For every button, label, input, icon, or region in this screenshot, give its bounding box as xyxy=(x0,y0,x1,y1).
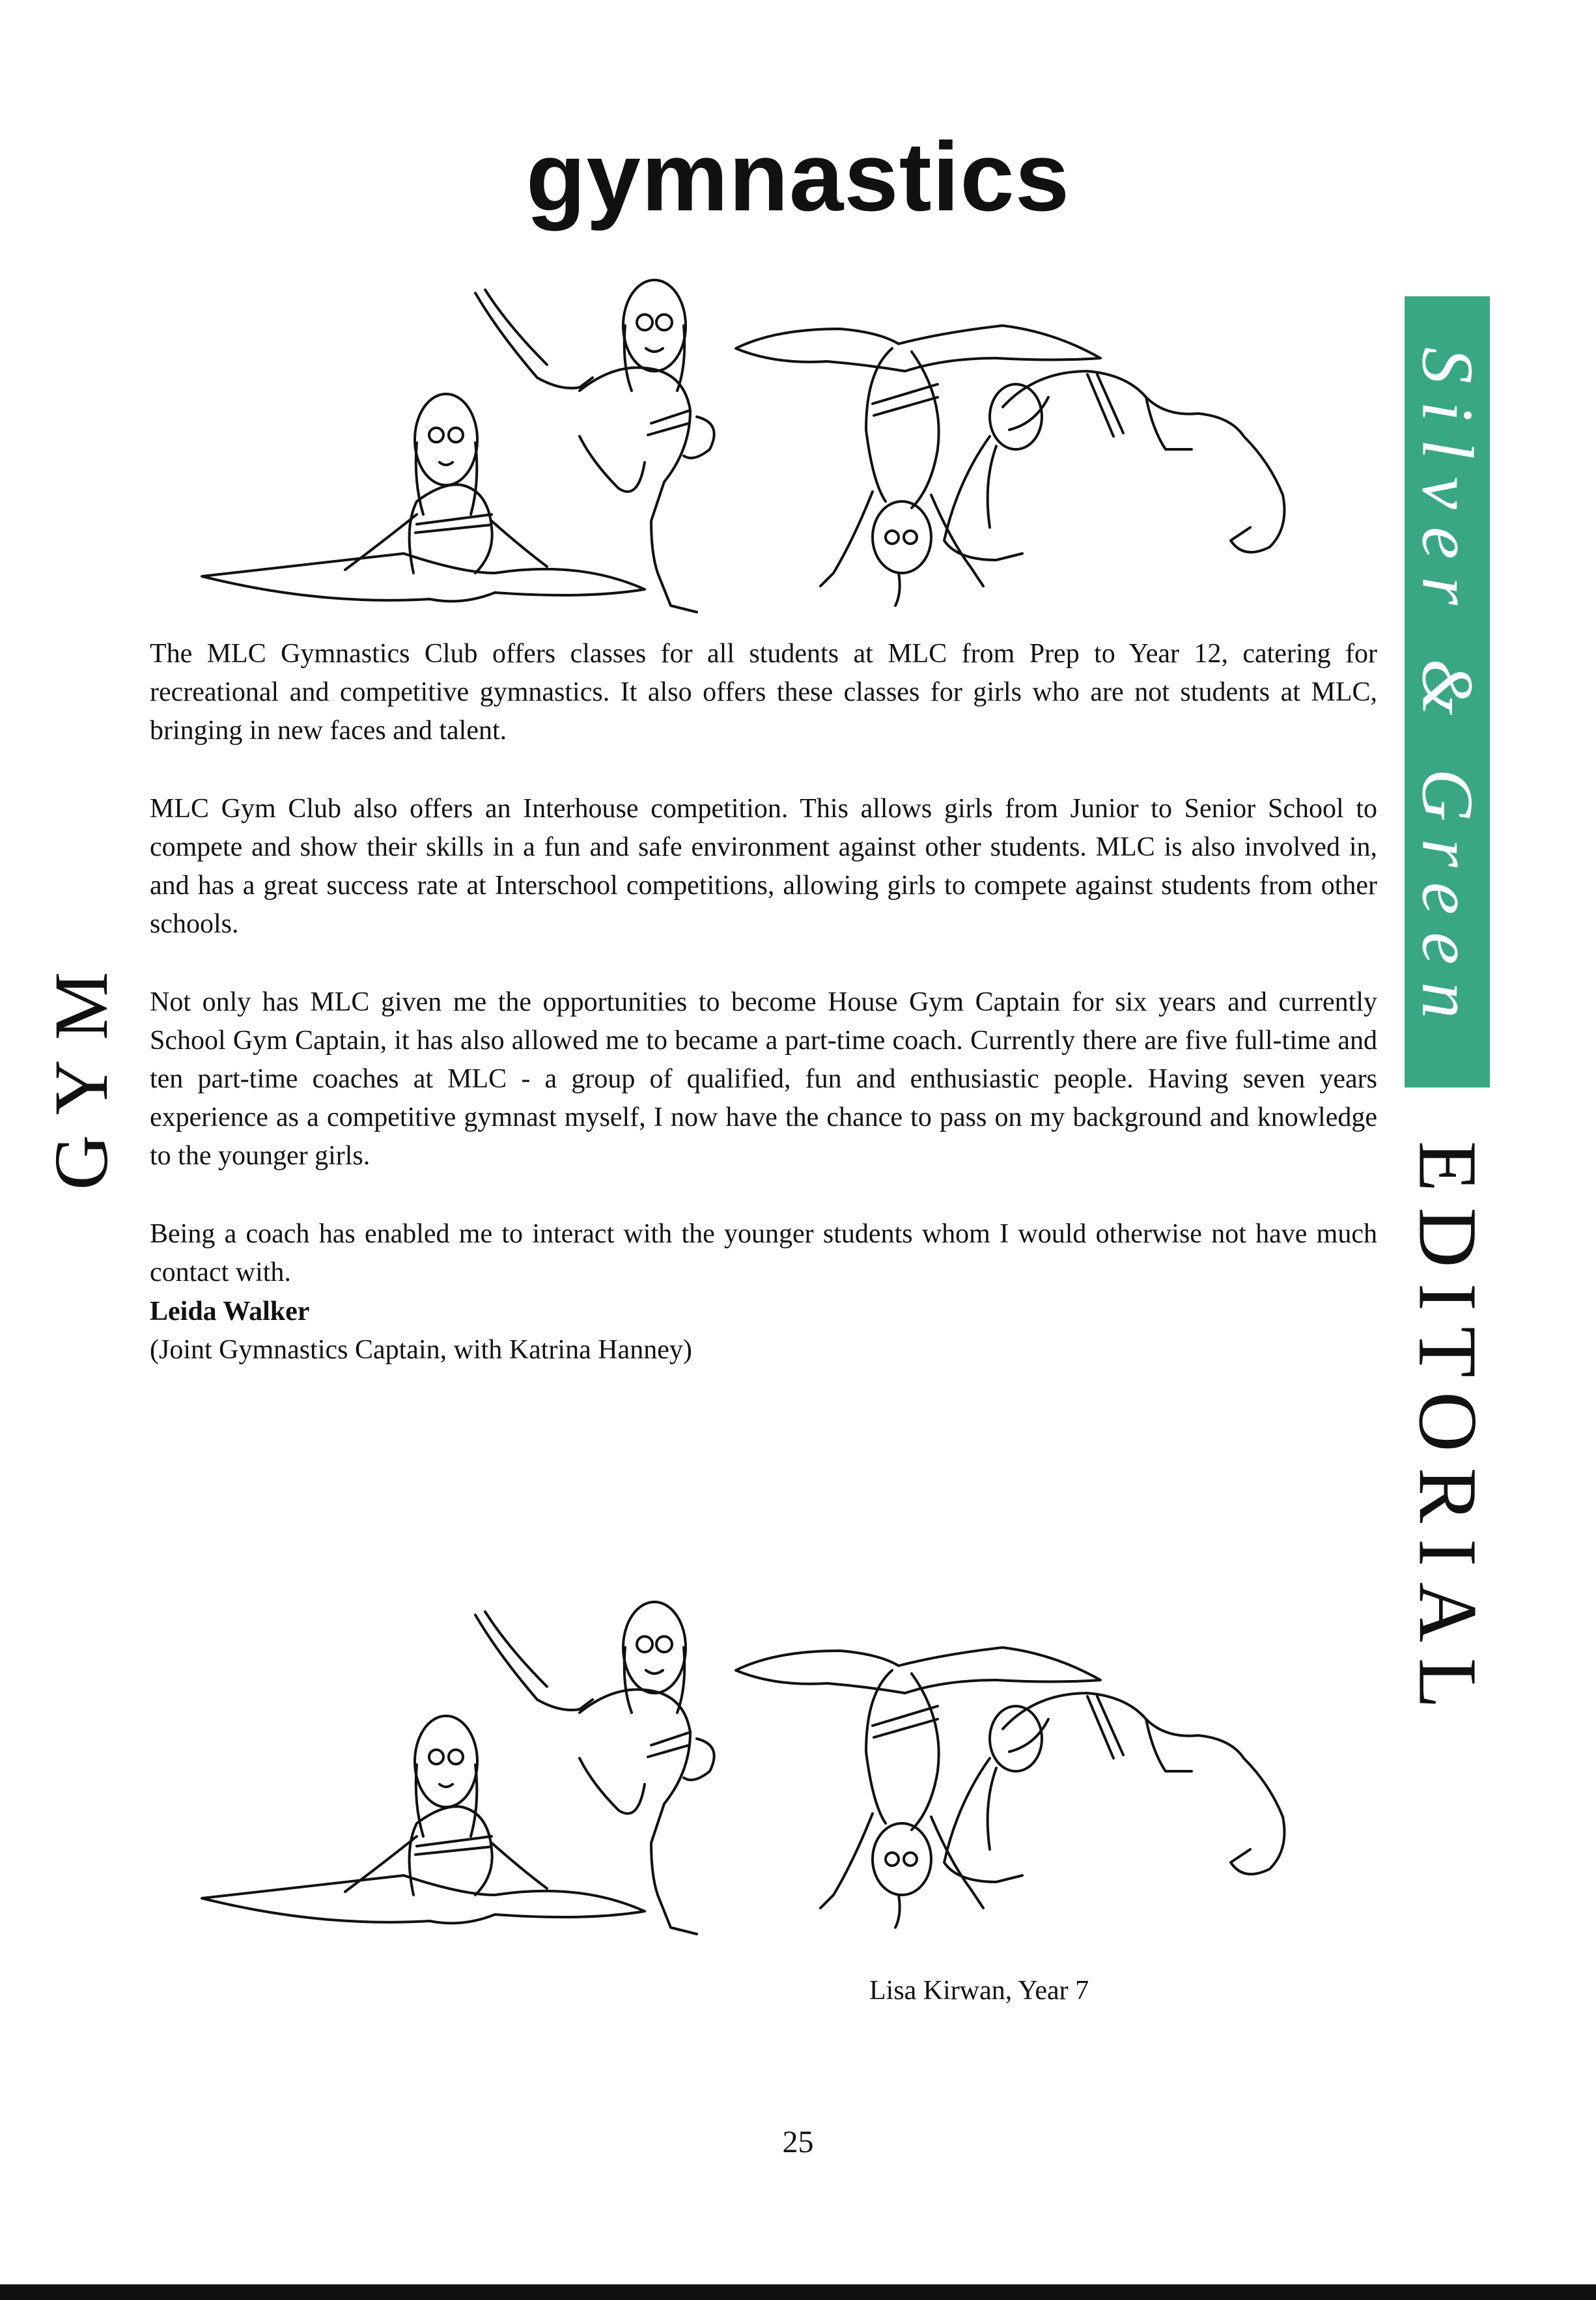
gym-section-label: GYM xyxy=(38,952,124,1190)
gymnast-splits-figure xyxy=(202,394,645,601)
gymnast-bridge-figure xyxy=(944,371,1285,560)
page-title: gymnastics xyxy=(525,122,1071,231)
paragraph-4: Being a coach has enabled me to interact with the younger students whom I would otherwise not have much contact with. xyxy=(150,1219,1377,1287)
paragraph-3: Not only has MLC given me the opportunities to become House Gym Captain for six years and currently School Gym Captain, it has also allowed me to became a part-time coach. Currently there are five full-time and ten part-time coaches at MLC - a group of qualified, fun and enthusiastic people. Having seven years experience as a competitive gymnast myself, I now have the chance to pass on my background and knowledge to the younger girls. xyxy=(150,987,1377,1171)
silver-green-label: Silver & Green xyxy=(1407,346,1488,1037)
gymnast-leg-raise-figure xyxy=(475,1602,714,1934)
illustration-credit: Lisa Kirwan, Year 7 xyxy=(869,1976,1089,2006)
author-signature xyxy=(150,1293,692,1369)
author-name: Leida Walker xyxy=(150,1297,310,1326)
page-bottom-edge xyxy=(0,2284,1596,2300)
gymnasts-illustration-top xyxy=(189,267,1400,632)
gymnast-handstand-figure xyxy=(736,326,1100,606)
author-role: (Joint Gymnastics Captain, with Katrina Hanney) xyxy=(150,1335,692,1365)
gymnast-handstand-figure xyxy=(736,1648,1100,1928)
editorial-side-label: EDITORIAL xyxy=(1401,1140,1494,1725)
gymnast-bridge-figure xyxy=(944,1693,1285,1882)
gymnast-leg-raise-figure xyxy=(475,280,714,612)
paragraph-2: MLC Gym Club also offers an Interhouse competition. This allows girls from Junior to Senior School to compete and show their skills in a fun and safe environment against other students. MLC is also involved in, and has a great success rate at Interschool competitions, allowing girls to compete against students from other schools. xyxy=(150,794,1377,939)
article-body xyxy=(150,635,1377,1332)
gymnast-splits-figure xyxy=(202,1716,645,1923)
page-number: 25 xyxy=(782,2125,814,2159)
silver-green-tab xyxy=(1405,296,1490,1087)
gymnasts-illustration-bottom xyxy=(189,1582,1400,1960)
paragraph-1: The MLC Gymnastics Club offers classes for all students at MLC from Prep to Year 12, catering for recreational and competitive gymnastics. It also offers these classes for girls who are not students at MLC, bringing in new faces and talent. xyxy=(150,639,1377,746)
